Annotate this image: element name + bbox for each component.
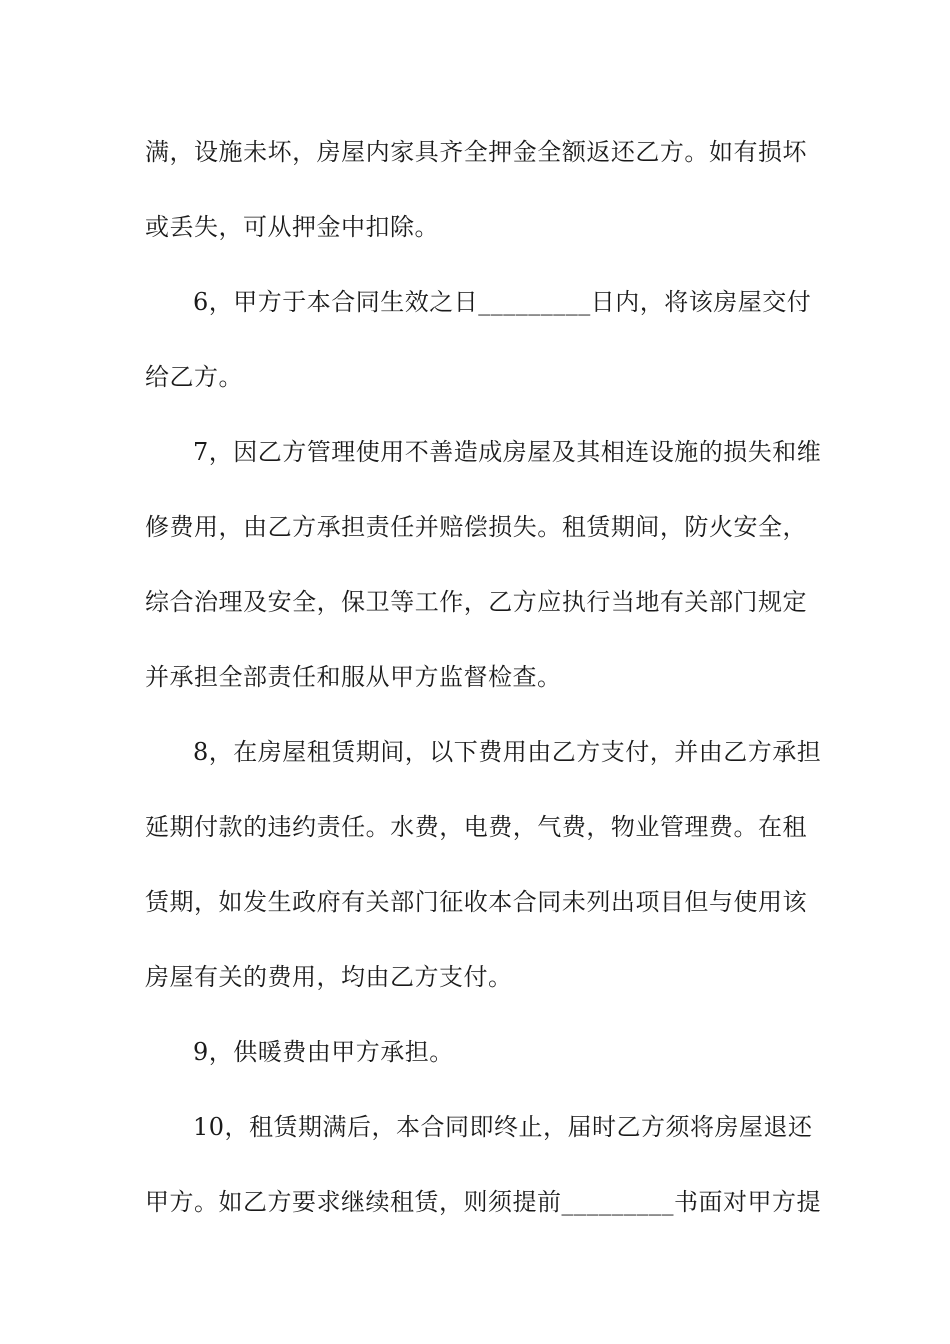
text-line: 赁期，如发生政府有关部门征收本合同未列出项目但与使用该 bbox=[145, 888, 807, 916]
text-line: 满，设施未坏，房屋内家具齐全押金全额返还乙方。如有损坏 bbox=[145, 138, 807, 166]
text-line: 房屋有关的费用，均由乙方支付。 bbox=[145, 963, 513, 991]
text-line: 9，供暖费由甲方承担。 bbox=[193, 1038, 454, 1066]
text-line: 6，甲方于本合同生效之日_________日内，将该房屋交付 bbox=[193, 288, 812, 316]
text-line: 甲方。如乙方要求继续租赁，则须提前_________书面对甲方提 bbox=[145, 1188, 821, 1216]
text-line: 并承担全部责任和服从甲方监督检查。 bbox=[145, 663, 562, 691]
text-line: 修费用，由乙方承担责任并赔偿损失。租赁期间，防火安全， bbox=[145, 513, 807, 541]
text-line: 综合治理及安全，保卫等工作，乙方应执行当地有关部门规定 bbox=[145, 588, 807, 616]
text-line: 给乙方。 bbox=[145, 363, 243, 391]
text-line: 延期付款的违约责任。水费，电费，气费，物业管理费。在租 bbox=[145, 813, 807, 841]
text-line: 7，因乙方管理使用不善造成房屋及其相连设施的损失和维 bbox=[193, 438, 822, 466]
text-line: 10，租赁期满后，本合同即终止，届时乙方须将房屋退还 bbox=[193, 1113, 813, 1141]
text-line: 8，在房屋租赁期间，以下费用由乙方支付，并由乙方承担 bbox=[193, 738, 822, 766]
text-line: 或丢失，可从押金中扣除。 bbox=[145, 213, 439, 241]
